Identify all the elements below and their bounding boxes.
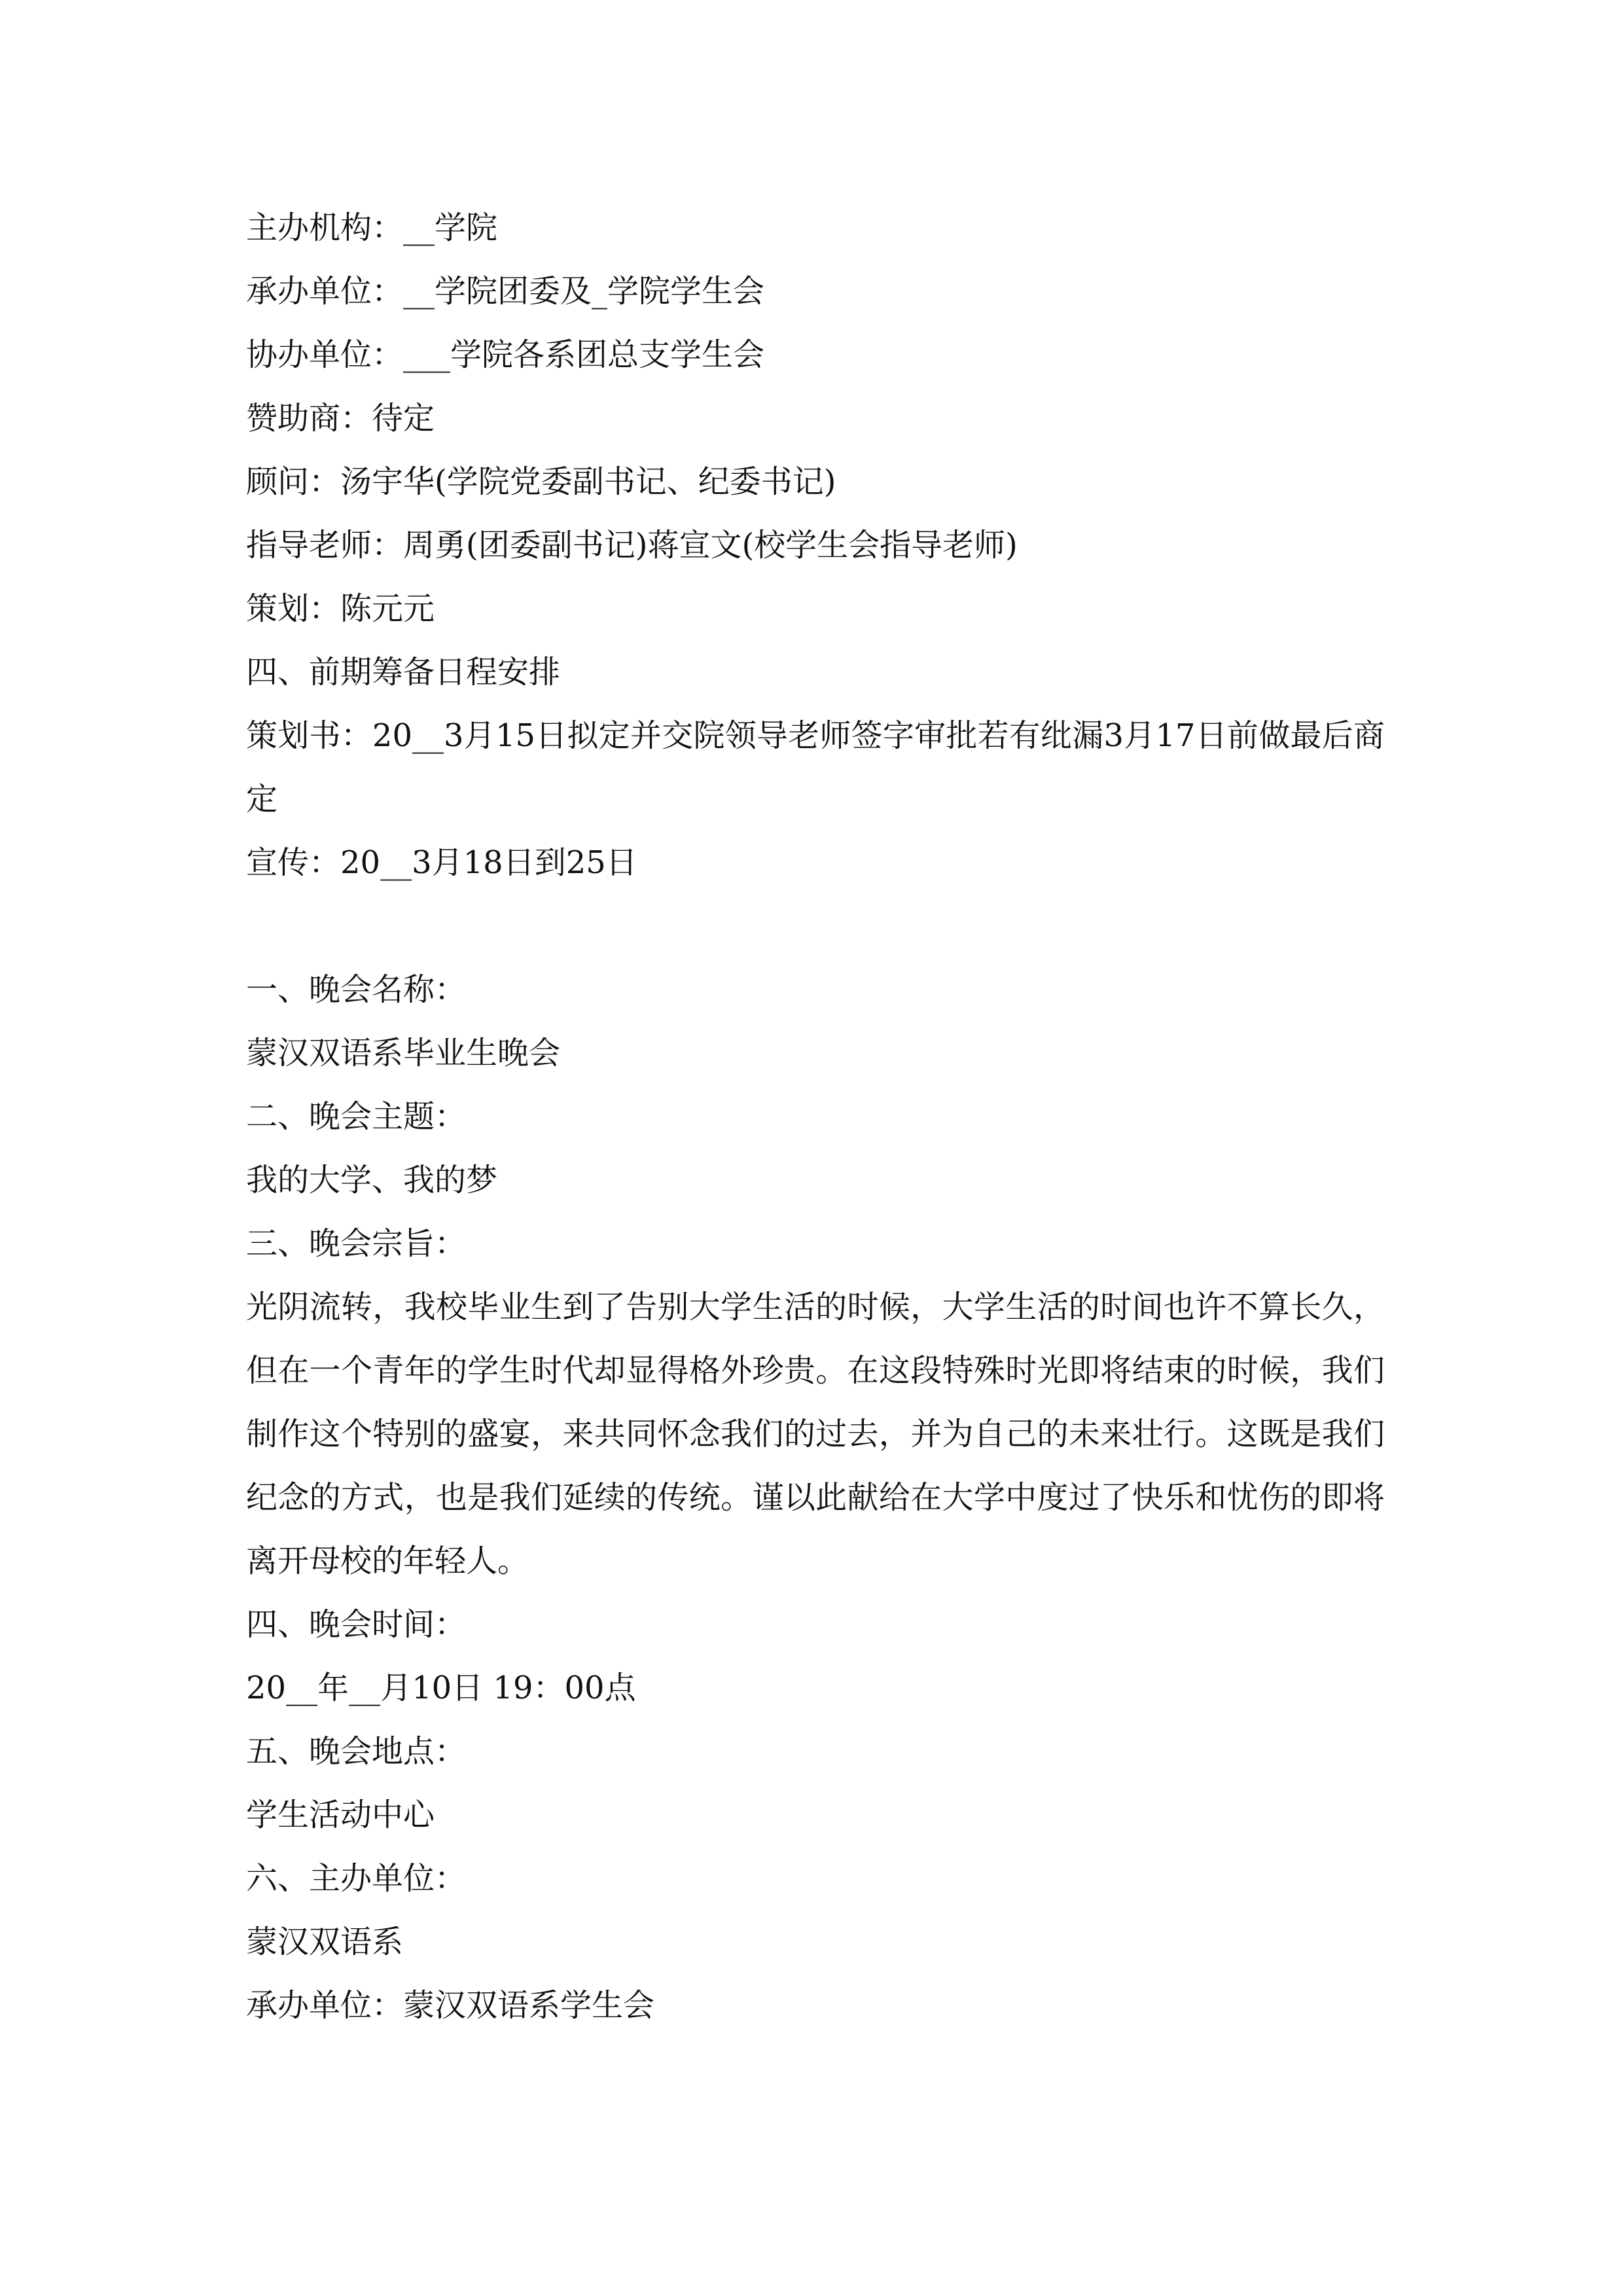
instructor-line: 指导老师：周勇(团委副书记)蒋宣文(校学生会指导老师) bbox=[246, 527, 1018, 564]
schedule-heading: 四、前期筹备日程安排 bbox=[246, 654, 561, 691]
gala-time: 20__年__月10日 19：00点 bbox=[246, 1670, 636, 1706]
gala-host: 蒙汉双语系 bbox=[246, 1924, 404, 1960]
document-body bbox=[246, 196, 1385, 2037]
gala-host-heading: 六、主办单位： bbox=[246, 1860, 467, 1897]
gala-venue-heading: 五、晚会地点： bbox=[246, 1733, 467, 1770]
planner-line: 策划：陈元元 bbox=[246, 590, 435, 627]
advisor-line: 顾问：汤宇华(学院党委副书记、纪委书记) bbox=[246, 463, 836, 500]
sponsor-line: 赞助商：待定 bbox=[246, 400, 435, 437]
gala-theme: 我的大学、我的梦 bbox=[246, 1162, 498, 1198]
gala-organizer-unit: 承办单位：蒙汉双语系学生会 bbox=[246, 1987, 655, 2024]
publicity-line: 宣传：20__3月18日到25日 bbox=[246, 844, 637, 881]
gala-venue: 学生活动中心 bbox=[246, 1797, 435, 1833]
section-gap bbox=[246, 895, 1385, 958]
gala-purpose-heading: 三、晚会宗旨： bbox=[246, 1225, 467, 1262]
host-unit-line: 承办单位：__学院团委及_学院学生会 bbox=[246, 273, 765, 310]
gala-theme-heading: 二、晚会主题： bbox=[246, 1098, 467, 1135]
gala-purpose-paragraph: 光阴流转，我校毕业生到了告别大学生活的时候，大学生活的时间也许不算长久，但在一个青年的学生时代却显得格外珍贵。在这段特殊时光即将结束的时候，我们制作这个特别的盛宴，来共同怀念我们的过去，并为自己的未来壮行。这既是我们纪念的方式，也是我们延续的传统。谨以此献给在大学中度过了快乐和忧伤的即将离开母校的年轻人。 bbox=[246, 1289, 1385, 1579]
co-host-line: 协办单位：___学院各系团总支学生会 bbox=[246, 336, 765, 373]
organizer-line: 主办机构：__学院 bbox=[246, 209, 498, 246]
gala-name: 蒙汉双语系毕业生晚会 bbox=[246, 1035, 561, 1071]
gala-name-heading: 一、晚会名称： bbox=[246, 971, 467, 1008]
proposal-line: 策划书：20__3月15日拟定并交院领导老师签字审批若有纰漏3月17日前做最后商定 bbox=[246, 717, 1385, 817]
gala-time-heading: 四、晚会时间： bbox=[246, 1606, 467, 1643]
